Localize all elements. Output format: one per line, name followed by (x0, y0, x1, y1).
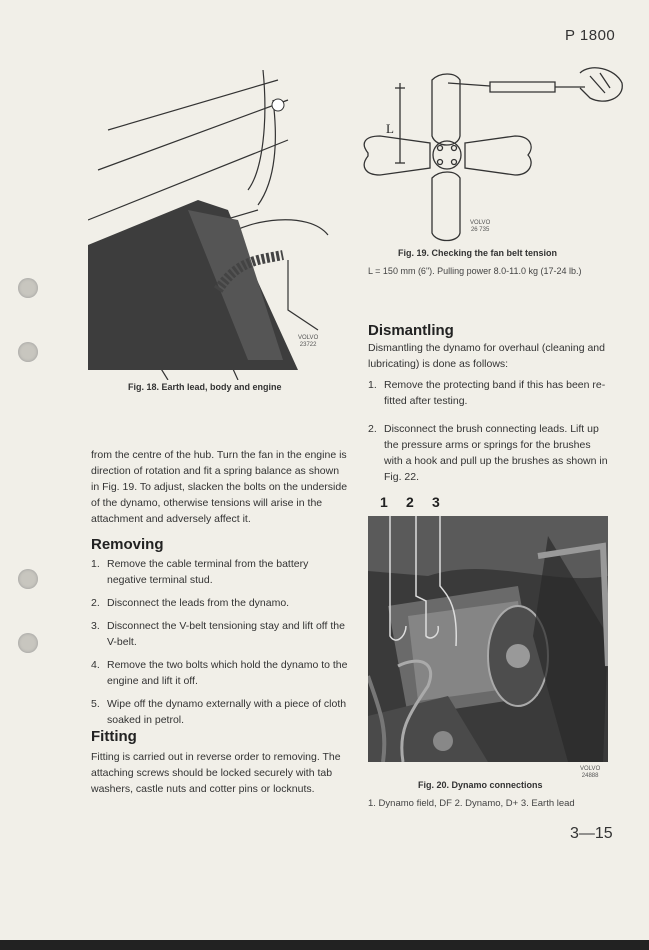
removing-steps (91, 556, 349, 735)
list-item: 2. Disconnect the leads from the dynamo. (91, 597, 290, 609)
list-item: 2. Disconnect the brush connecting leads. Lift up the pressure arms or springs for the brushes with a hook and pull up the brushes as shown in Fig. 22. (368, 423, 608, 483)
list-item: 3. Disconnect the V-belt tensioning stay and lift off the V-belt. (91, 620, 345, 648)
dismantling-steps (368, 377, 610, 492)
fan-belt-tension-illustration (360, 58, 630, 243)
volvo-stamp: VOLVO 26 735 (470, 220, 491, 233)
scan-edge-bar (0, 940, 649, 950)
volvo-stamp: VOLVO 23722 (298, 335, 319, 348)
callout-3: 3 (432, 494, 440, 510)
removing-heading: Removing (91, 536, 164, 553)
page-number: 3—15 (570, 825, 613, 842)
dismantling-heading: Dismantling (368, 322, 454, 339)
fig19-caption: Fig. 19. Checking the fan belt tension (398, 248, 558, 258)
binder-hole (18, 569, 38, 589)
dynamo-connections-photo (368, 516, 608, 762)
fitting-heading: Fitting (91, 728, 137, 745)
fig19-subcaption: L = 150 mm (6"). Pulling power 8.0-11.0 kg (17-24 lb.) (368, 266, 582, 276)
callout-2: 2 (406, 494, 414, 510)
model-header: P 1800 (565, 27, 616, 44)
callout-1: 1 (380, 494, 388, 510)
binder-hole (18, 342, 38, 362)
fig18-caption: Fig. 18. Earth lead, body and engine (128, 382, 282, 392)
length-label: L (386, 121, 394, 136)
list-item: 5. Wipe off the dynamo externally with a piece of cloth soaked in petrol. (91, 698, 347, 726)
list-item: 4. Remove the two bolts which hold the dynamo to the engine and lift it off. (91, 659, 348, 687)
list-item: 1. Remove the cable terminal from the battery negative terminal stud. (91, 558, 309, 586)
dismantling-intro: Dismantling the dynamo for overhaul (cleaning and lubricating) is done as follows: (368, 342, 605, 370)
fig20-subcaption: 1. Dynamo field, DF 2. Dynamo, D+ 3. Earth lead (368, 798, 575, 809)
intro-paragraph: from the centre of the hub. Turn the fan in the engine is direction of rotation and fit a spring balance as shown in Fig. 19. To adjust, slacken the bolts on the underside of the dynamo, otherwise tensions will arise in the attachment and adversely affect it. (91, 449, 348, 525)
list-item: 1. Remove the protecting band if this has been re-fitted after testing. (368, 379, 606, 407)
binder-hole (18, 633, 38, 653)
fig20-callout-numbers (380, 494, 458, 510)
earth-lead-illustration (88, 60, 358, 380)
binder-hole (18, 278, 38, 298)
fig20-caption: Fig. 20. Dynamo connections (418, 780, 543, 790)
volvo-stamp: VOLVO 24888 (580, 766, 601, 779)
fitting-paragraph: Fitting is carried out in reverse order to removing. The attaching screws should be locked securely with tab washers, castle nuts and cotter pins or locknuts. (91, 751, 341, 795)
